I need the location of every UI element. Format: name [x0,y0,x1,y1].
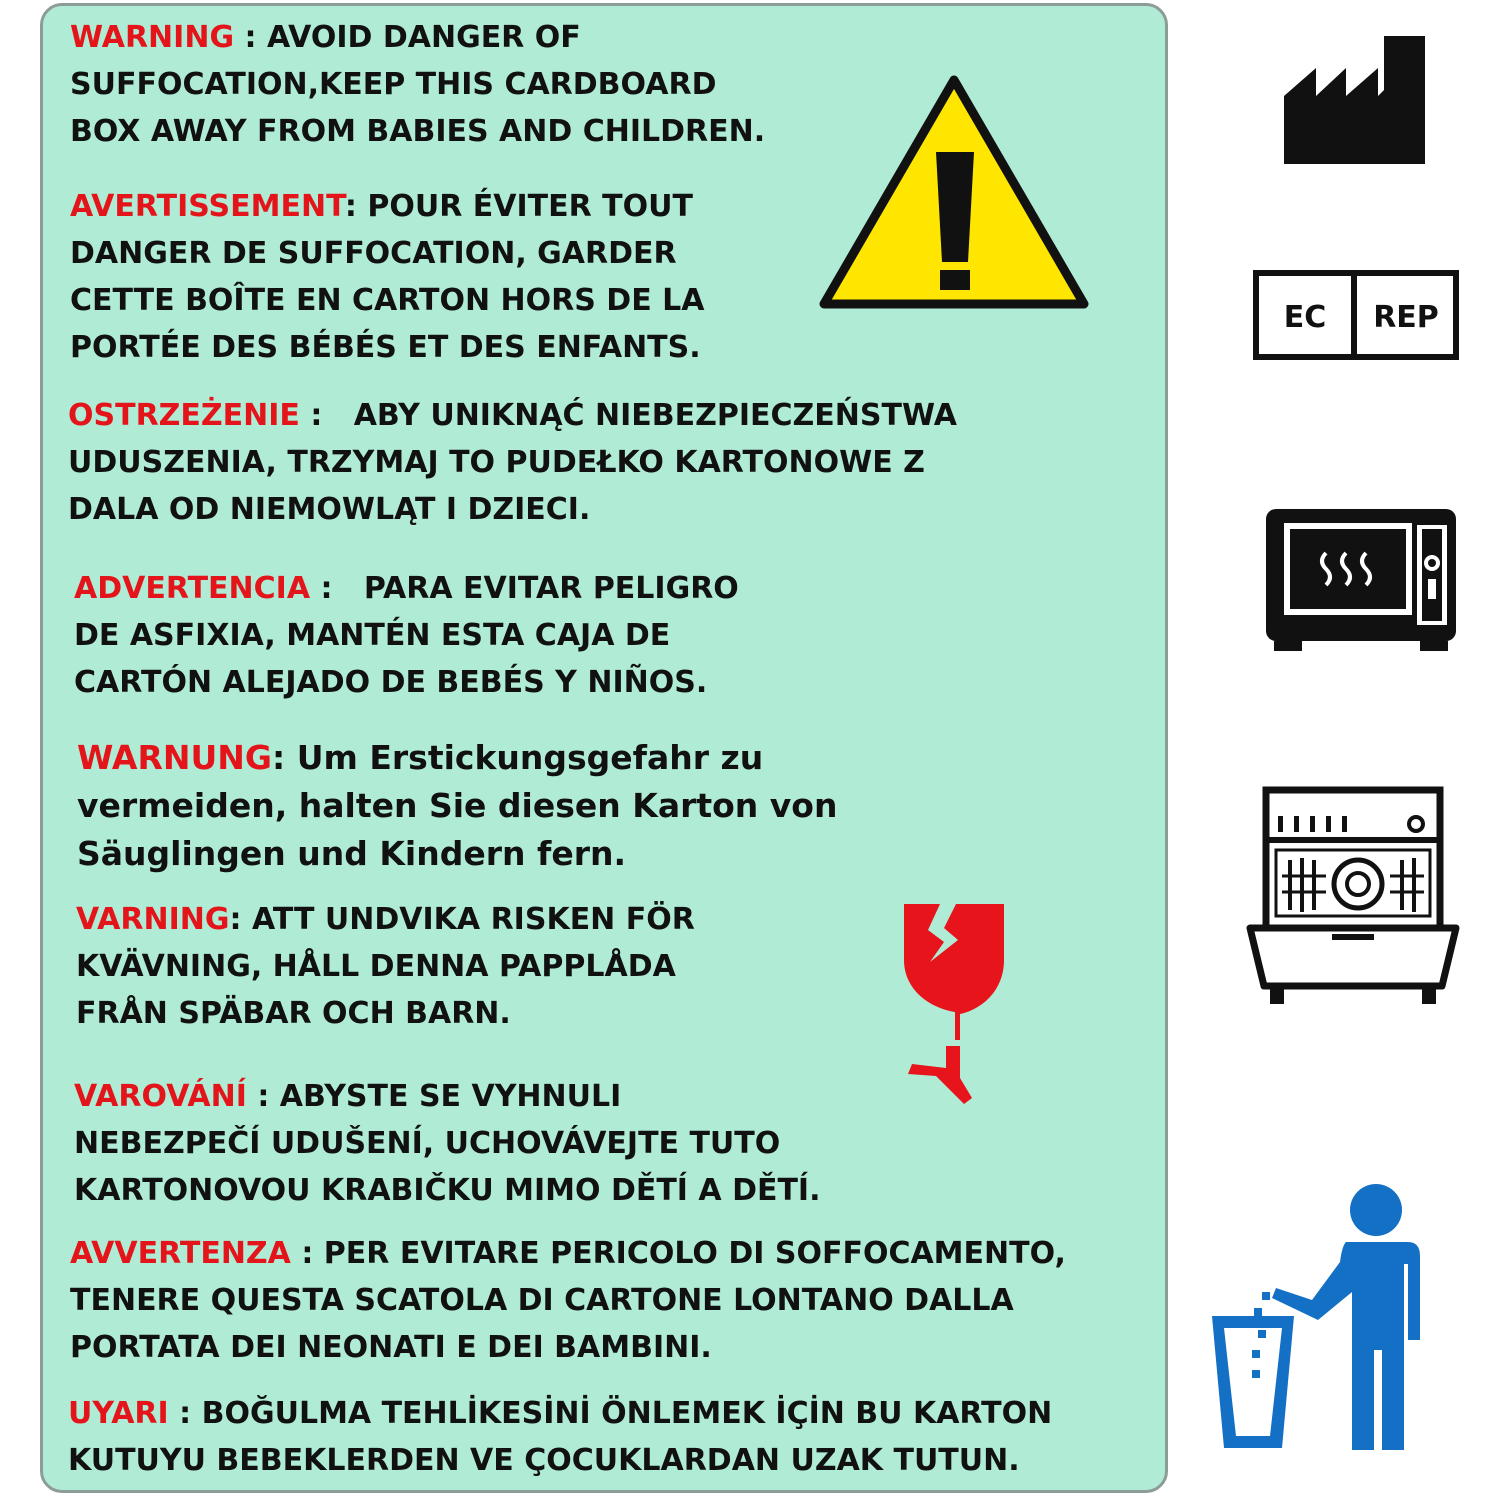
ec-rep-icon [1253,270,1459,360]
warning-label: WARNUNG [77,738,272,777]
warning-text-line: BOĞULMA TEHLİKESİNİ ÖNLEMEK İÇİN BU KARTON [201,1396,1053,1431]
dishwasher-icon [1246,786,1460,1010]
warning-text-line: PORTÉE DES BÉBÉS ET DES ENFANTS. [70,330,701,365]
warning-label: OSTRZEŻENIE [68,398,300,433]
microwave-icon [1262,505,1460,653]
warning-text-line: DE ASFIXIA, MANTÉN ESTA CAJA DE [74,618,671,653]
warning-text-line: AVOID DANGER OF [266,20,581,55]
warning-text-line: PER EVITARE PERICOLO DI SOFFOCAMENTO, [323,1236,1066,1271]
warning-text-line: ABY UNIKNĄĆ NIEBEZPIECZEŃSTWA [353,398,957,433]
warning-label: UYARI [68,1396,169,1431]
warning-text-line: TENERE QUESTA SCATOLA DI CARTONE LONTANO DALLA [70,1283,1014,1318]
warning-label: AVERTISSEMENT [70,189,345,224]
fragile-glass-icon [900,900,1010,1110]
warning-block-es: ADVERTENCIA : PARA EVITAR PELIGRO DE ASFIXIA, MANTÉN ESTA CAJA DE CARTÓN ALEJADO DE BEBÉS Y NIÑOS. [74,565,739,706]
warning-triangle-icon [816,72,1092,314]
warning-text-line: POUR ÉVITER TOUT [367,189,693,224]
dispose-in-bin-icon [1208,1180,1430,1460]
warning-text-line: NEBEZPEČÍ UDUŠENÍ, UCHOVÁVEJTE TUTO [74,1126,781,1161]
warning-label: ADVERTENCIA [74,571,311,606]
warning-text-line: Um Erstickungsgefahr zu [296,738,764,777]
warning-text-line: DANGER DE SUFFOCATION, GARDER [70,236,677,271]
warning-text-line: CETTE BOÎTE EN CARTON HORS DE LA [70,283,705,318]
warning-text-line: DALA OD NIEMOWLĄT I DZIECI. [68,492,591,527]
warning-text-line: KARTONOVOU KRABIČKU MIMO DĚTÍ A DĚTÍ. [74,1173,821,1208]
warning-label: VARNING [76,902,230,937]
warning-block-pl: OSTRZEŻENIE : ABY UNIKNĄĆ NIEBEZPIECZEŃSTWA UDUSZENIA, TRZYMAJ TO PUDEŁKO KARTONOWE Z DALA OD NIEMOWLĄT I DZIECI. [68,392,957,533]
warning-block-it: AVVERTENZA : PER EVITARE PERICOLO DI SOFFOCAMENTO, TENERE QUESTA SCATOLA DI CARTONE LONTANO DALLA PORTATA DEI NEONATI E DEI BAMBINI. [70,1230,1066,1371]
warning-block-sv: VARNING: ATT UNDVIKA RISKEN FÖR KVÄVNING, HÅLL DENNA PAPPLÅDA FRÅN SPÄBAR OCH BARN. [76,896,695,1037]
warning-label: VAROVÁNÍ [74,1079,247,1114]
warning-block-en: WARNING : AVOID DANGER OF SUFFOCATION,KEEP THIS CARDBOARD BOX AWAY FROM BABIES AND CHILDREN. [70,14,765,155]
ec-label: EC [1283,300,1327,335]
warning-text-line: vermeiden, halten Sie diesen Karton von [77,786,838,825]
warning-text-line: BOX AWAY FROM BABIES AND CHILDREN. [70,114,766,149]
warning-text-line: FRÅN SPÄBAR OCH BARN. [76,996,511,1031]
rep-label: REP [1373,300,1439,335]
warning-text-line: ATT UNDVIKA RISKEN FÖR [251,902,695,937]
manufacturer-icon [1282,34,1427,166]
warning-text-line: CARTÓN ALEJADO DE BEBÉS Y NIÑOS. [74,665,708,700]
warning-text-line: SUFFOCATION,KEEP THIS CARDBOARD [70,67,717,102]
warning-text-line: PORTATA DEI NEONATI E DEI BAMBINI. [70,1330,712,1365]
warning-text-line: ABYSTE SE VYHNULI [279,1079,622,1114]
warning-label: AVVERTENZA [70,1236,291,1271]
warning-label: WARNING [70,20,235,55]
warning-text-line: KVÄVNING, HÅLL DENNA PAPPLÅDA [76,949,676,984]
warning-block-tr: UYARI : BOĞULMA TEHLİKESİNİ ÖNLEMEK İÇİN BU KARTON KUTUYU BEBEKLERDEN VE ÇOCUKLARDAN UZAK TUTUN. [68,1390,1052,1484]
warning-text-line: PARA EVITAR PELIGRO [363,571,739,606]
warning-block-de: WARNUNG: Um Erstickungsgefahr zu vermeiden, halten Sie diesen Karton von Säuglingen und Kindern fern. [77,734,837,878]
warning-text-line: UDUSZENIA, TRZYMAJ TO PUDEŁKO KARTONOWE Z [68,445,925,480]
warning-block-cs: VAROVÁNÍ : ABYSTE SE VYHNULI NEBEZPEČÍ UDUŠENÍ, UCHOVÁVEJTE TUTO KARTONOVOU KRABIČKU MIMO DĚTÍ A DĚTÍ. [74,1073,820,1214]
warning-text-line: Säuglingen und Kindern fern. [77,834,627,873]
warning-text-line: KUTUYU BEBEKLERDEN VE ÇOCUKLARDAN UZAK TUTUN. [68,1443,1020,1478]
warning-block-fr: AVERTISSEMENT: POUR ÉVITER TOUT DANGER DE SUFFOCATION, GARDER CETTE BOÎTE EN CARTON HORS DE LA PORTÉE DES BÉBÉS ET DES ENFANTS. [70,183,704,371]
